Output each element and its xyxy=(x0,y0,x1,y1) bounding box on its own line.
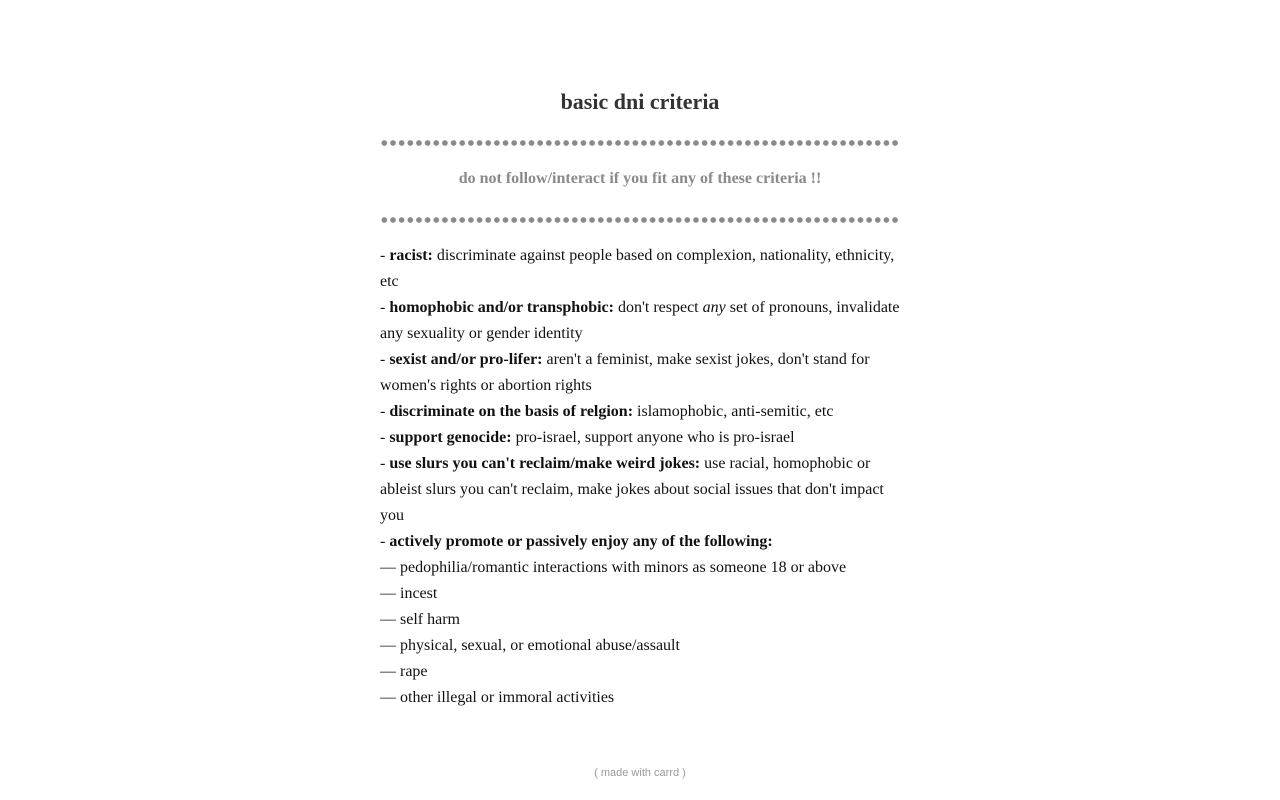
item-prefix: - xyxy=(380,403,390,420)
item-emphasis: any xyxy=(702,299,726,316)
sub-item: — other illegal or immoral activities xyxy=(380,689,615,706)
made-with-carrd-link[interactable]: ( made with carrd ) xyxy=(594,767,686,779)
criteria-religion xyxy=(380,399,900,425)
item-label: sexist and/or pro-lifer: xyxy=(389,351,543,368)
dni-card xyxy=(380,86,900,711)
item-prefix: - xyxy=(380,247,390,264)
sub-item: — incest xyxy=(380,585,438,602)
criteria-homophobic xyxy=(380,295,900,347)
item-text: discriminate against people based on complexion, nationality, ethnicity, etc xyxy=(380,247,895,290)
item-text: pro-israel, support anyone who is pro-israel xyxy=(511,429,795,446)
item-label: racist: xyxy=(389,247,433,264)
criteria-slurs xyxy=(380,451,900,529)
item-text: aren't a feminist, make sexist jokes, don't stand for women's rights or abortion rights xyxy=(380,351,870,394)
item-text: set of pronouns, invalidate any sexuality or gender identity xyxy=(380,299,900,342)
item-label: discriminate on the basis of relgion: xyxy=(389,403,634,420)
subtitle: do not follow/interact if you fit any of these criteria !! xyxy=(458,170,822,187)
item-label: actively promote or passively enjoy any of the following: xyxy=(389,533,773,550)
dotted-divider-bottom xyxy=(380,217,900,223)
item-text: islamophobic, anti-semitic, etc xyxy=(633,403,834,420)
criteria-genocide xyxy=(380,425,900,451)
sub-item: — rape xyxy=(380,663,428,680)
sub-item: — pedophilia/romantic interactions with minors as someone 18 or above xyxy=(380,559,847,576)
criteria-list xyxy=(380,243,900,711)
sub-item: — self harm xyxy=(380,611,460,628)
sub-item: — physical, sexual, or emotional abuse/assault xyxy=(380,637,680,654)
item-label: homophobic and/or transphobic: xyxy=(389,299,614,316)
item-text: don't respect xyxy=(613,299,703,316)
item-label: use slurs you can't reclaim/make weird jokes: xyxy=(389,455,701,472)
item-prefix: - xyxy=(380,429,390,446)
dotted-divider-top xyxy=(380,140,900,146)
item-prefix: - xyxy=(380,533,390,550)
criteria-racist xyxy=(380,243,900,295)
item-prefix: - xyxy=(380,455,390,472)
item-prefix: - xyxy=(380,351,390,368)
criteria-promote xyxy=(380,529,900,555)
item-text: use racial, homophobic or ableist slurs you can't reclaim, make jokes about social issues that don't impact you xyxy=(380,455,884,524)
item-label: support genocide: xyxy=(389,429,512,446)
page-title: basic dni criteria xyxy=(560,89,720,114)
criteria-sexist xyxy=(380,347,900,399)
item-prefix: - xyxy=(380,299,390,316)
